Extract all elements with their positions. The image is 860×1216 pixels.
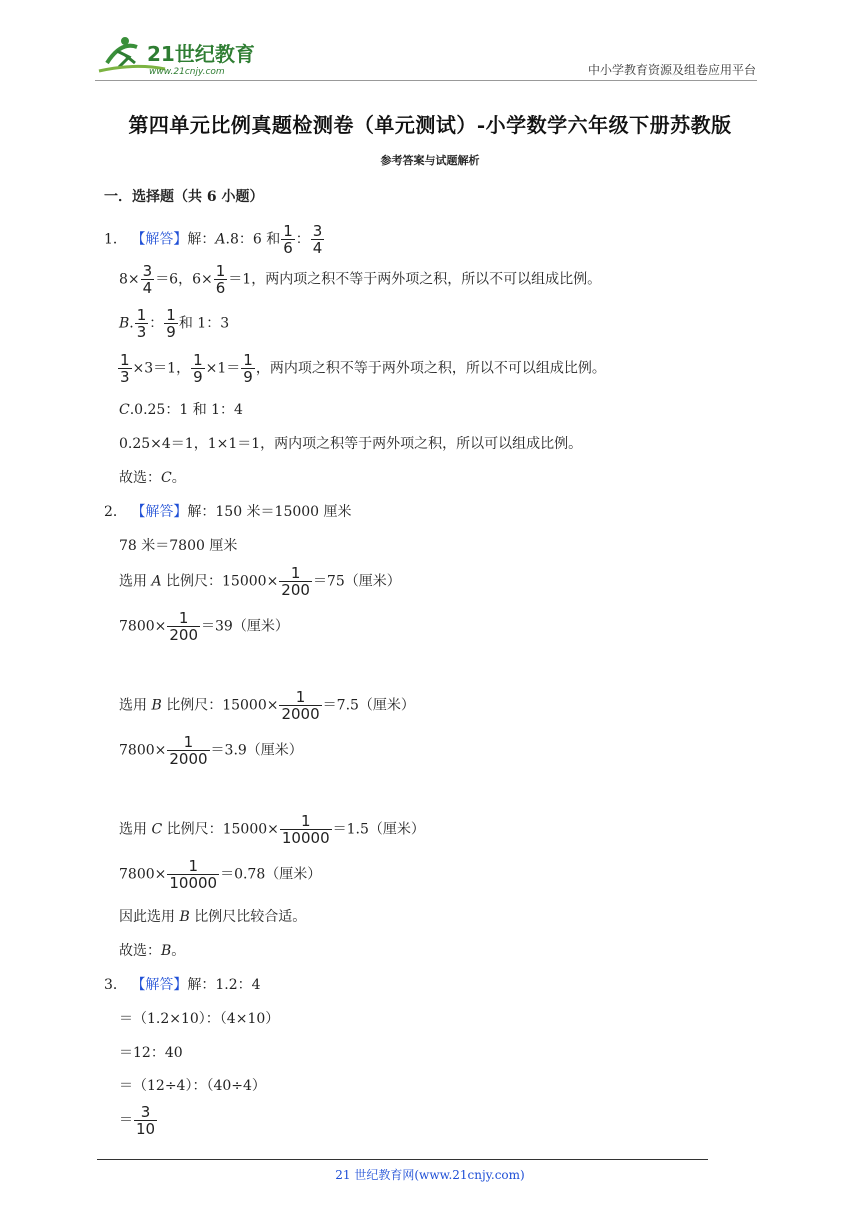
q2-line-6: 7800× $\frac{1}{2000}$ ＝3.9（厘米） <box>119 733 303 768</box>
answer-tag: 【解答】 <box>131 504 188 520</box>
q3-line-4: ＝（12÷4）：（40÷4） <box>119 1078 266 1094</box>
fraction: $\frac{1}{10000}$ <box>281 812 330 847</box>
logo-text: 21世纪教育 <box>147 42 255 66</box>
q2-line-1: 2． 【解答】解：150 米＝15000 厘米 <box>104 504 352 520</box>
q1-line-6: 0.25×4＝1，1×1＝1，两内项之积等于两外项之积，所以可以组成比例。 <box>119 436 583 452</box>
page-subtitle: 参考答案与试题解析 <box>380 154 480 167</box>
q1-line-5: C.0.25：1 和 1：4 <box>119 402 243 418</box>
q2-line-10: 故选：B。 <box>119 943 186 959</box>
q3-line-5: ＝ $\frac{3}{10}$ <box>119 1103 156 1138</box>
fraction: $\frac{1}{200}$ <box>169 609 198 644</box>
fraction: $\frac{1}{9}$ <box>193 351 203 386</box>
logo-url: www.21cnjy.com <box>149 67 225 77</box>
fraction: $\frac{3}{10}$ <box>136 1103 156 1138</box>
fraction: $\frac{1}{2000}$ <box>169 733 208 768</box>
q2-line-7: 选用 C 比例尺：15000× $\frac{1}{10000}$ ＝1.5（厘米） <box>119 812 425 847</box>
logo-runner-icon <box>95 33 265 77</box>
fraction: $\frac{1}{200}$ <box>281 564 310 599</box>
fraction: $\frac{1}{10000}$ <box>169 857 218 892</box>
fraction: $\frac{1}{3}$ <box>136 306 147 341</box>
q1-line-4: $\frac{1}{3}$ ×3＝1， $\frac{1}{9}$ ×1＝ $\frac{1}{9}$ ，两内项之积不等于两外项之积，所以不可以组成比例。 <box>120 351 606 386</box>
q3-line-2: ＝（1.2×10）：（4×10） <box>119 1011 280 1027</box>
q2-line-8: 7800× $\frac{1}{10000}$ ＝0.78（厘米） <box>119 857 322 892</box>
header-slogan: 中小学教育资源及组卷应用平台 <box>587 63 756 77</box>
q3-line-1: 3． 【解答】解：1.2：4 <box>104 977 261 993</box>
q3-line-3: ＝12：40 <box>119 1045 183 1061</box>
fraction: $\frac{1}{9}$ <box>243 351 253 386</box>
answer-tag: 【解答】 <box>131 231 188 248</box>
fraction: $\frac{3}{4}$ <box>312 222 323 257</box>
q2-line-4: 7800× $\frac{1}{200}$ ＝39（厘米） <box>119 609 289 644</box>
fraction: $\frac{1}{3}$ <box>120 351 130 386</box>
footer-divider <box>97 1159 708 1160</box>
fraction: $\frac{1}{6}$ <box>283 222 293 257</box>
q1-line-3: B. $\frac{1}{3}$ ： $\frac{1}{9}$ 和 1：3 <box>119 306 230 341</box>
q2-line-3: 选用 A 比例尺：15000× $\frac{1}{200}$ ＝75（厘米） <box>119 564 401 599</box>
section-heading: 一．选择题（共 6 小题） <box>104 189 264 205</box>
header-divider <box>95 80 757 81</box>
q1-line-2: 8× $\frac{3}{4}$ ＝6，6× $\frac{1}{6}$ ＝1，两内项之积不等于两外项之积，所以不可以组成比例。 <box>119 262 602 297</box>
fraction: $\frac{1}{2000}$ <box>281 688 320 723</box>
fraction: $\frac{1}{9}$ <box>166 306 176 341</box>
fraction: $\frac{3}{4}$ <box>142 262 153 297</box>
answer-tag: 【解答】 <box>131 977 188 993</box>
footer-link[interactable]: 21 世纪教育网(www.21cnjy.com) <box>335 1168 525 1182</box>
q2-line-5: 选用 B 比例尺：15000× $\frac{1}{2000}$ ＝7.5（厘米） <box>119 688 415 723</box>
q1-line-1: 1． 【解答】解：A.8：6 和 $\frac{1}{6}$ ： $\frac{3}{4}$ <box>104 222 323 257</box>
q1-line-7: 故选：C。 <box>119 470 186 486</box>
logo <box>95 33 265 77</box>
q2-line-2: 78 米＝7800 厘米 <box>119 538 238 554</box>
q2-line-9: 因此选用 B 比例尺比较合适。 <box>119 909 307 925</box>
page-title: 第四单元比例真题检测卷（单元测试）-小学数学六年级下册苏教版 <box>128 113 732 137</box>
fraction: $\frac{1}{6}$ <box>215 262 226 297</box>
